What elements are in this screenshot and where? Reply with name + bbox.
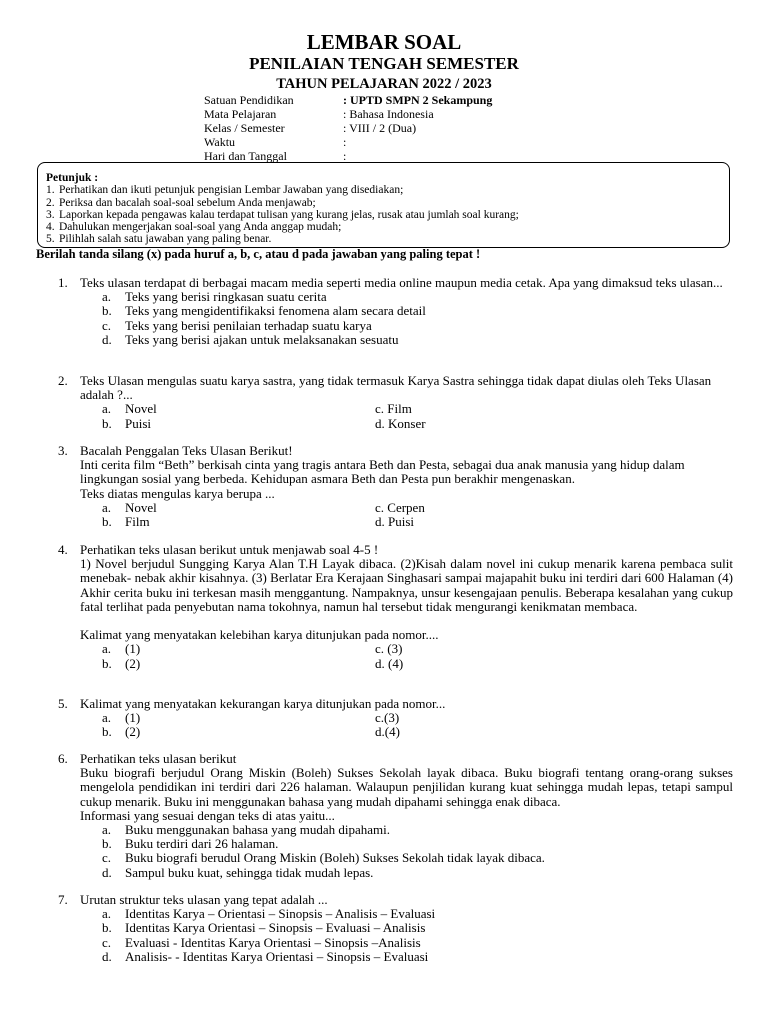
option-d[interactable] bbox=[102, 866, 733, 880]
instruction-item bbox=[46, 197, 729, 209]
instruction-item bbox=[46, 184, 729, 196]
question-prompt: Teks diatas mengulas karya berupa ... bbox=[80, 485, 275, 501]
option-letter: b. bbox=[102, 303, 112, 319]
option-text: Buku menggunakan bahasa yang mudah dipahami. bbox=[125, 822, 390, 838]
option-text: Novel bbox=[125, 401, 157, 417]
option-text: Evaluasi - Identitas Karya Orientasi – Sinopsis –Analisis bbox=[125, 934, 421, 950]
option-c[interactable] bbox=[375, 402, 648, 416]
option-c[interactable] bbox=[375, 501, 648, 515]
option-a[interactable] bbox=[102, 907, 733, 921]
option-a[interactable] bbox=[102, 290, 733, 304]
info-row-subject bbox=[204, 107, 492, 121]
option-text: (2) bbox=[125, 655, 141, 671]
instructions-title: Petunjuk : bbox=[46, 172, 99, 184]
option-b[interactable] bbox=[102, 657, 375, 671]
info-row-time bbox=[204, 135, 492, 149]
instruction-text: Periksa dan bacalah soal-soal sebelum Anda menjawab; bbox=[59, 196, 316, 209]
option-text: (3) bbox=[387, 641, 403, 657]
info-row-date bbox=[204, 149, 492, 163]
option-text: Teks yang berisi penilaian terhadap suatu karya bbox=[125, 317, 372, 333]
option-letter: b. bbox=[102, 724, 112, 740]
instruction-text: Dahulukan mengerjakan soal-soal yang Anda anggap mudah; bbox=[59, 221, 342, 234]
option-c[interactable] bbox=[375, 711, 648, 725]
instruction-number: 4. bbox=[46, 221, 55, 234]
option-text: Konser bbox=[388, 415, 426, 431]
option-b[interactable] bbox=[102, 417, 375, 431]
option-text: Cerpen bbox=[387, 499, 425, 515]
options bbox=[102, 290, 733, 347]
document-subtitle: PENILAIAN TENGAH SEMESTER bbox=[249, 54, 519, 73]
option-c[interactable] bbox=[375, 642, 648, 656]
option-letter: d. bbox=[102, 864, 112, 880]
option-d[interactable] bbox=[102, 950, 733, 964]
options bbox=[102, 823, 733, 880]
question-2 bbox=[58, 374, 733, 431]
option-d[interactable] bbox=[375, 417, 648, 431]
option-text: Identitas Karya Orientasi – Sinopsis – Evaluasi – Analisis bbox=[125, 920, 426, 936]
option-letter: c. bbox=[102, 317, 112, 333]
info-value: : bbox=[343, 135, 347, 149]
option-letter: d. bbox=[375, 724, 385, 740]
option-letter: c. bbox=[102, 850, 112, 866]
option-letter: c. bbox=[375, 641, 385, 657]
question-text: Urutan struktur teks ulasan yang tepat adalah ... bbox=[80, 892, 328, 907]
info-label: Hari dan Tanggal bbox=[204, 149, 287, 163]
instruction-item bbox=[46, 233, 729, 245]
question-passage: Inti cerita film “Beth” berkisah cinta yang tragis antara Beth dan Pesta, sebagai dua anak manusia yang hidup dalam lingkungan sosial yang berbeda. Kehidupan asmara Beth dan Pesta pun berakhir mengenaskan. bbox=[80, 457, 685, 487]
option-text: Buku biografi berudul Orang Miskin (Boleh) Sukses Sekolah tidak layak dibaca. bbox=[125, 850, 545, 866]
option-text: (1) bbox=[125, 710, 141, 726]
option-text: Teks yang berisi ajakan untuk melaksanakan sesuatu bbox=[125, 331, 399, 347]
option-letter: c. bbox=[375, 499, 385, 515]
option-a[interactable] bbox=[102, 642, 375, 656]
option-text: Teks yang mengidentifikaksi fenomena alam secara detail bbox=[125, 303, 426, 319]
options bbox=[102, 501, 733, 529]
question-number: 6. bbox=[58, 751, 68, 766]
question-number: 2. bbox=[58, 373, 68, 388]
instruction-number: 1. bbox=[46, 184, 55, 197]
option-text: (2) bbox=[125, 724, 141, 740]
option-b[interactable] bbox=[102, 725, 375, 739]
instruction-text: Laporkan kepada pengawas kalau terdapat tulisan yang kurang jelas, rusak atau jumlah soal kurang; bbox=[59, 208, 519, 221]
instruction-text: Pilihlah salah satu jawaban yang paling benar. bbox=[59, 233, 272, 246]
option-text: Analisis- - Identitas Karya Orientasi – Sinopsis – Evaluasi bbox=[125, 948, 429, 964]
question-7 bbox=[58, 893, 733, 964]
question-text: Perhatikan teks ulasan berikut bbox=[80, 751, 237, 766]
option-letter: d. bbox=[102, 948, 112, 964]
option-letter: a. bbox=[102, 641, 112, 657]
option-text: (4) bbox=[388, 655, 404, 671]
question-text: Kalimat yang menyatakan kekurangan karya ditunjukan pada nomor... bbox=[80, 696, 446, 711]
question-5 bbox=[58, 697, 733, 740]
option-letter: a. bbox=[102, 499, 112, 515]
option-letter: b. bbox=[102, 836, 112, 852]
option-a[interactable] bbox=[102, 711, 375, 725]
option-b[interactable] bbox=[102, 304, 733, 318]
option-letter: c. bbox=[375, 710, 385, 726]
option-text: Film bbox=[125, 514, 150, 529]
option-text: Buku terdiri dari 26 halaman. bbox=[125, 836, 279, 852]
instruction-number: 3. bbox=[46, 208, 55, 221]
option-b[interactable] bbox=[102, 515, 375, 529]
option-b[interactable] bbox=[102, 921, 733, 935]
options bbox=[102, 907, 733, 964]
question-passage: 1) Novel berjudul Sungging Karya Alan T.H Layak dibaca. (2)Kisah dalam novel ini cukup menarik karena pembaca sulit menebak- nebak akhir kisahnya. (3) Berlatar Era Kerajaan Singhasari sampai majapahit buku ini terdiri dari 600 Halaman (4) Akhir cerita buku ini terkesan masih menggantung. Nampaknya, unsur kesengajaan penulis. Beberapa kesalahan yang cukup fatal terlihat pada penyebutan nama tokohnya, namun hal tersebut tidak mengurangi kenikmatan membaca. bbox=[80, 556, 733, 614]
question-1 bbox=[58, 276, 733, 347]
option-letter: b. bbox=[102, 415, 112, 431]
option-text: Sampul buku kuat, sehingga tidak mudah lepas. bbox=[125, 864, 374, 880]
info-label: Mata Pelajaran bbox=[204, 107, 277, 121]
option-c[interactable] bbox=[102, 851, 733, 865]
question-number: 3. bbox=[58, 443, 68, 458]
instruction-number: 5. bbox=[46, 233, 55, 246]
option-c[interactable] bbox=[102, 936, 733, 950]
option-letter: a. bbox=[102, 289, 112, 305]
info-row-class bbox=[204, 121, 492, 135]
option-text: Teks yang berisi ringkasan suatu cerita bbox=[125, 289, 327, 305]
option-letter: b. bbox=[102, 920, 112, 936]
instruction-number: 2. bbox=[46, 196, 55, 209]
question-number: 4. bbox=[58, 542, 68, 557]
option-a[interactable] bbox=[102, 823, 733, 837]
options bbox=[102, 642, 733, 670]
question-6 bbox=[58, 752, 733, 880]
question-number: 5. bbox=[58, 696, 68, 711]
question-3 bbox=[58, 444, 733, 529]
info-label: Satuan Pendidikan bbox=[204, 93, 294, 107]
options bbox=[102, 402, 733, 430]
info-value: : UPTD SMPN 2 Sekampung bbox=[343, 93, 493, 107]
option-text: (4) bbox=[384, 724, 400, 740]
question-prompt: Informasi yang sesuai dengan teks di atas yaitu... bbox=[80, 807, 335, 823]
instruction-text: Perhatikan dan ikuti petunjuk pengisian Lembar Jawaban yang disediakan; bbox=[59, 184, 404, 197]
question-prompt: Kalimat yang menyatakan kelebihan karya ditunjukan pada nomor.... bbox=[80, 627, 439, 643]
option-text: Film bbox=[387, 401, 412, 417]
option-text: Identitas Karya – Orientasi – Sinopsis – Analisis – Evaluasi bbox=[125, 906, 436, 922]
option-letter: a. bbox=[102, 401, 112, 417]
question-number: 1. bbox=[58, 275, 68, 290]
info-label: Waktu bbox=[204, 135, 236, 149]
option-letter: d. bbox=[102, 331, 112, 347]
option-d[interactable] bbox=[375, 515, 648, 529]
exam-info bbox=[204, 93, 492, 163]
question-text: Teks Ulasan mengulas suatu karya sastra, yang tidak termasuk Karya Sastra sehingga tidak dapat diulas oleh Teks Ulasan adalah ?... bbox=[80, 373, 712, 403]
option-letter: a. bbox=[102, 710, 112, 726]
question-4 bbox=[58, 543, 733, 671]
option-letter: d. bbox=[375, 514, 385, 529]
info-value: : Bahasa Indonesia bbox=[343, 107, 434, 121]
instruction-item bbox=[46, 221, 729, 233]
option-text: (1) bbox=[125, 641, 141, 657]
option-letter: a. bbox=[102, 822, 112, 838]
option-d[interactable] bbox=[375, 657, 648, 671]
question-text: Bacalah Penggalan Teks Ulasan Berikut! bbox=[80, 443, 293, 458]
option-text: (3) bbox=[384, 710, 400, 726]
option-text: Puisi bbox=[125, 415, 152, 431]
academic-year: TAHUN PELAJARAN 2022 / 2023 bbox=[276, 76, 492, 92]
option-d[interactable] bbox=[102, 333, 733, 347]
instructions-box bbox=[37, 162, 730, 248]
question-text: Perhatikan teks ulasan berikut untuk menjawab soal 4-5 ! bbox=[80, 542, 379, 557]
option-letter: d. bbox=[375, 415, 385, 431]
document-title: LEMBAR SOAL bbox=[306, 30, 462, 54]
option-text: Novel bbox=[125, 499, 157, 515]
option-a[interactable] bbox=[102, 501, 375, 515]
question-passage: Buku biografi berjudul Orang Miskin (Boleh) Sukses Sekolah layak dibaca. Buku biografi tentang orang-orang sukses mengelola pendidikan ini terdiri dari 226 halaman. Walaupun penjilidan kurang kuat sehingga mudah lepas, tetapi sampul cukup menarik. Buku ini menggunakan bahasa yang mudah dipahami sehingga enak dibaca. bbox=[80, 765, 733, 809]
option-c[interactable] bbox=[102, 319, 733, 333]
info-value: : VIII / 2 (Dua) bbox=[343, 121, 417, 135]
option-b[interactable] bbox=[102, 837, 733, 851]
option-letter: a. bbox=[102, 906, 112, 922]
options bbox=[102, 711, 733, 739]
option-letter: b. bbox=[102, 655, 112, 671]
option-letter: b. bbox=[102, 514, 112, 529]
info-row-school bbox=[204, 93, 492, 107]
info-value: : bbox=[343, 149, 347, 163]
question-number: 7. bbox=[58, 892, 68, 907]
option-text: Puisi bbox=[388, 514, 415, 529]
instruction-item bbox=[46, 209, 729, 221]
info-label: Kelas / Semester bbox=[204, 121, 285, 135]
option-a[interactable] bbox=[102, 402, 375, 416]
option-letter: c. bbox=[102, 934, 112, 950]
option-letter: d. bbox=[375, 655, 385, 671]
option-d[interactable] bbox=[375, 725, 648, 739]
question-text: Teks ulasan terdapat di berbagai macam media seperti media online maupun media cetak. Apa yang dimaksud teks ulasan... bbox=[80, 275, 723, 290]
answer-instruction: Berilah tanda silang (x) pada huruf a, b, c, atau d pada jawaban yang paling tepat ! bbox=[36, 247, 481, 261]
option-letter: c. bbox=[375, 401, 385, 417]
